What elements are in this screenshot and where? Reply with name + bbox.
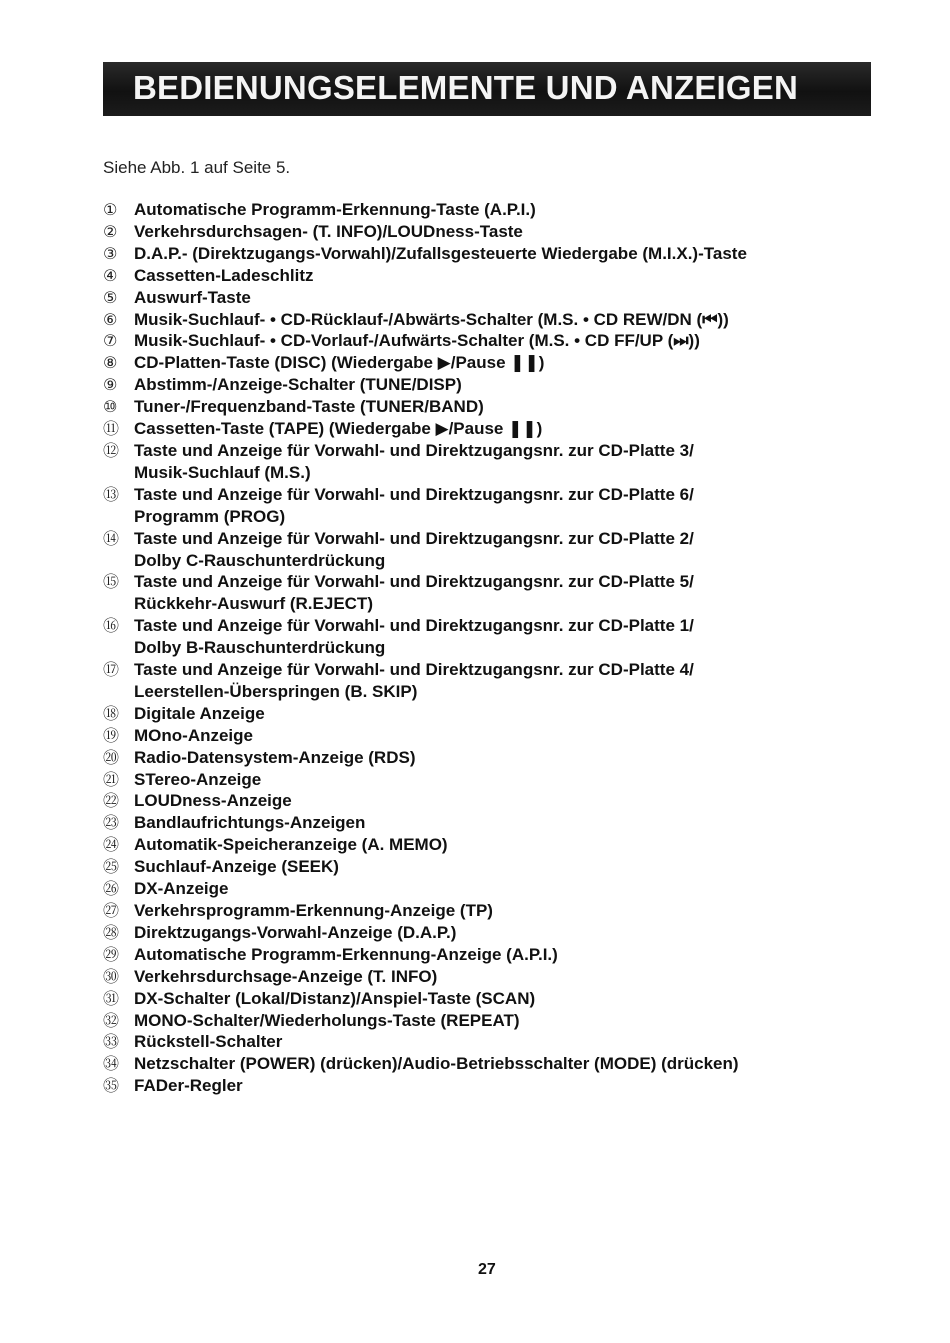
list-item bbox=[103, 1010, 863, 1032]
item-label: Bandlaufrichtungs-Anzeigen bbox=[134, 813, 366, 833]
list-item bbox=[103, 309, 863, 331]
item-number: ㉚ bbox=[103, 966, 120, 986]
item-label: Taste und Anzeige für Vorwahl- und Direktzugangsnr. zur CD-Platte 6/ Programm (PROG) bbox=[134, 484, 694, 526]
list-item bbox=[103, 287, 863, 309]
item-number: ㉙ bbox=[103, 944, 120, 964]
list-item bbox=[103, 659, 863, 703]
item-number: ㉖ bbox=[103, 879, 120, 899]
item-label: Tuner-/Frequenzband-Taste (TUNER/BAND) bbox=[134, 397, 484, 417]
item-number: ⑥ bbox=[103, 309, 118, 329]
list-item bbox=[103, 1031, 863, 1053]
list-item bbox=[103, 834, 863, 856]
item-label: Taste und Anzeige für Vorwahl- und Direktzugangsnr. zur CD-Platte 3/ Musik-Suchlauf (M.S.) bbox=[134, 440, 694, 482]
item-number: ㉔ bbox=[103, 835, 120, 855]
intro-text: Siehe Abb. 1 auf Seite 5. bbox=[103, 158, 291, 177]
list-item bbox=[103, 418, 863, 440]
item-number: ⑩ bbox=[103, 397, 118, 417]
list-item bbox=[103, 725, 863, 747]
page-title: BEDIENUNGSELEMENTE UND ANZEIGEN bbox=[133, 69, 799, 106]
item-label: Taste und Anzeige für Vorwahl- und Direktzugangsnr. zur CD-Platte 2/ Dolby C-Rauschunterdrückung bbox=[134, 528, 694, 570]
list-item bbox=[103, 878, 863, 900]
item-label: MONO-Schalter/Wiederholungs-Taste (REPEAT) bbox=[134, 1010, 520, 1030]
item-label: Cassetten-Ladeschlitz bbox=[134, 265, 314, 285]
item-number: ⑳ bbox=[103, 747, 120, 767]
item-number: ③ bbox=[103, 243, 118, 263]
item-label: Taste und Anzeige für Vorwahl- und Direktzugangsnr. zur CD-Platte 1/ Dolby B-Rauschunterdrückung bbox=[134, 616, 694, 658]
item-number: ⑪ bbox=[103, 419, 120, 439]
item-number: ㉜ bbox=[103, 1010, 120, 1030]
list-item bbox=[103, 440, 863, 484]
item-label: Verkehrsprogramm-Erkennung-Anzeige (TP) bbox=[134, 901, 493, 920]
list-item bbox=[103, 1053, 863, 1075]
list-item bbox=[103, 769, 863, 791]
item-number: ⑱ bbox=[103, 703, 120, 723]
item-number: ⑰ bbox=[103, 660, 120, 680]
item-label: Automatik-Speicheranzeige (A. MEMO) bbox=[134, 835, 448, 855]
item-number: ㉗ bbox=[103, 901, 120, 920]
item-label: FADer-Regler bbox=[134, 1076, 243, 1096]
list-item bbox=[103, 352, 863, 374]
item-number: ⑨ bbox=[103, 375, 118, 395]
list-item bbox=[103, 571, 863, 615]
list-item bbox=[103, 988, 863, 1010]
list-item bbox=[103, 484, 863, 528]
list-item bbox=[103, 900, 863, 922]
item-label: Netzschalter (POWER) (drücken)/Audio-Betriebsschalter (MODE) (drücken) bbox=[134, 1054, 739, 1074]
item-label: Taste und Anzeige für Vorwahl- und Direktzugangsnr. zur CD-Platte 4/ Leerstellen-Überspringen (B. SKIP) bbox=[134, 660, 694, 701]
list-item bbox=[103, 374, 863, 396]
item-label: STereo-Anzeige bbox=[134, 769, 262, 789]
item-number: ⑲ bbox=[103, 725, 120, 745]
list-item bbox=[103, 966, 863, 988]
controls-list bbox=[103, 199, 863, 1097]
item-label: Verkehrsdurchsagen- (T. INFO)/LOUDness-Taste bbox=[134, 221, 523, 241]
item-number: ㉛ bbox=[103, 988, 120, 1008]
item-number: ⑫ bbox=[103, 440, 120, 460]
item-label: Verkehrsdurchsage-Anzeige (T. INFO) bbox=[134, 966, 438, 986]
list-item bbox=[103, 812, 863, 834]
item-label: LOUDness-Anzeige bbox=[134, 791, 292, 811]
item-label: Musik-Suchlauf- • CD-Rücklauf-/Abwärts-Schalter (M.S. • CD REW/DN (⏮)) bbox=[134, 309, 729, 329]
item-number: ⑮ bbox=[103, 572, 120, 592]
list-item bbox=[103, 396, 863, 418]
list-item bbox=[103, 944, 863, 966]
list-item bbox=[103, 221, 863, 243]
list-item bbox=[103, 856, 863, 878]
item-number: ㉝ bbox=[103, 1032, 120, 1052]
item-label: Automatische Programm-Erkennung-Anzeige (A.P.I.) bbox=[134, 944, 558, 964]
list-item bbox=[103, 243, 863, 265]
section-title-bar bbox=[103, 62, 871, 116]
item-label: Auswurf-Taste bbox=[134, 287, 251, 307]
item-label: DX-Schalter (Lokal/Distanz)/Anspiel-Taste (SCAN) bbox=[134, 988, 536, 1008]
item-label: Musik-Suchlauf- • CD-Vorlauf-/Aufwärts-Schalter (M.S. • CD FF/UP (⏭)) bbox=[134, 331, 700, 351]
item-number: ㉟ bbox=[103, 1076, 120, 1096]
item-label: Automatische Programm-Erkennung-Taste (A.P.I.) bbox=[134, 200, 536, 219]
item-number: ④ bbox=[103, 265, 118, 285]
item-number: ㉞ bbox=[103, 1054, 120, 1074]
list-item bbox=[103, 265, 863, 287]
item-label: DX-Anzeige bbox=[134, 879, 229, 899]
item-label: CD-Platten-Taste (DISC) (Wiedergabe ▶/Pause ❚❚) bbox=[134, 353, 545, 373]
list-item bbox=[103, 703, 863, 725]
item-label: Radio-Datensystem-Anzeige (RDS) bbox=[134, 747, 416, 767]
item-number: ㉕ bbox=[103, 857, 120, 877]
item-label: Digitale Anzeige bbox=[134, 703, 265, 723]
list-item bbox=[103, 330, 863, 352]
item-number: ② bbox=[103, 221, 118, 241]
list-item bbox=[103, 199, 863, 221]
item-label: D.A.P.- (Direktzugangs-Vorwahl)/Zufallsgesteuerte Wiedergabe (M.I.X.)-Taste bbox=[134, 243, 747, 263]
item-number: ㉘ bbox=[103, 922, 120, 942]
item-number: ㉒ bbox=[103, 791, 120, 811]
item-label: MOno-Anzeige bbox=[134, 725, 253, 745]
item-number: ㉓ bbox=[103, 813, 120, 833]
list-item bbox=[103, 922, 863, 944]
item-number: ㉑ bbox=[103, 769, 120, 789]
item-label: Cassetten-Taste (TAPE) (Wiedergabe ▶/Pause ❚❚) bbox=[134, 419, 543, 439]
item-number: ⑧ bbox=[103, 353, 118, 373]
item-number: ⑭ bbox=[103, 528, 120, 548]
item-label: Rückstell-Schalter bbox=[134, 1032, 283, 1052]
list-item bbox=[103, 1075, 863, 1097]
page-number: 27 bbox=[478, 1261, 496, 1278]
item-number: ⑬ bbox=[103, 484, 120, 504]
item-number: ⑯ bbox=[103, 616, 120, 636]
item-label: Abstimm-/Anzeige-Schalter (TUNE/DISP) bbox=[134, 375, 462, 395]
item-number: ⑤ bbox=[103, 287, 118, 307]
list-item bbox=[103, 528, 863, 572]
item-label: Direktzugangs-Vorwahl-Anzeige (D.A.P.) bbox=[134, 922, 457, 942]
list-item bbox=[103, 790, 863, 812]
item-number: ⑦ bbox=[103, 331, 118, 351]
item-label: Taste und Anzeige für Vorwahl- und Direktzugangsnr. zur CD-Platte 5/ Rückkehr-Auswurf (R.EJECT) bbox=[134, 572, 694, 614]
item-number: ① bbox=[103, 200, 118, 219]
list-item bbox=[103, 615, 863, 659]
list-item bbox=[103, 747, 863, 769]
item-label: Suchlauf-Anzeige (SEEK) bbox=[134, 857, 339, 877]
